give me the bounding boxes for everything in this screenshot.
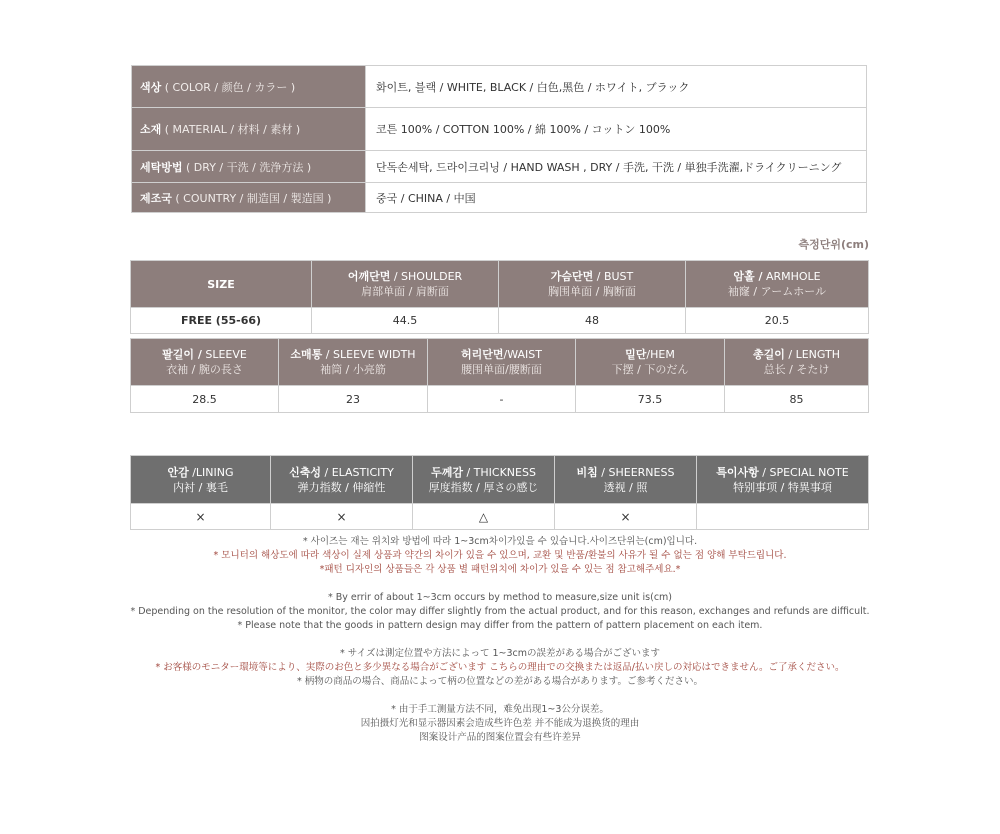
size-cell-label: FREE (55-66) <box>131 308 312 334</box>
header-line2: 袖筒 / 小亮筋 <box>320 363 386 376</box>
header-bold: 신축성 <box>289 465 321 479</box>
fabric-header-sheerness <box>555 456 697 504</box>
header-bold: SIZE <box>207 277 235 291</box>
header-rest: / LENGTH <box>784 348 841 361</box>
header-line2: 内衬 / 裏毛 <box>173 480 228 494</box>
header-bold: 가슴단면 <box>550 270 594 283</box>
header-line2: 透视 / 照 <box>603 480 648 494</box>
info-row-washing <box>132 151 867 183</box>
header-line2: 胸围单面 / 胸断面 <box>548 285 636 298</box>
header-rest: ARMHOLE <box>762 270 821 283</box>
notice-english-3: * Please note that the goods in pattern design may differ from the pattern of pattern placement on each item. <box>237 620 763 631</box>
info-header-rest: ( COLOR / 颜色 / カラー ) <box>164 80 296 94</box>
size-cell-waist: - <box>428 386 576 413</box>
header-rest: / SHOULDER <box>390 270 463 283</box>
header-line2: 弹力指数 / 伸縮性 <box>297 480 386 494</box>
notice-korean-3: *패턴 디자인의 상품들은 각 상품 별 패턴위치에 차이가 있을 수 있는 점 참고해주세요.* <box>319 564 681 575</box>
notice-chinese-1: * 由于手工测量方法不同，难免出现1~3公分误差。 <box>391 704 609 715</box>
fabric-header-elasticity <box>271 456 413 504</box>
info-header-rest: ( DRY / 干洗 / 洗浄方法 ) <box>186 160 312 174</box>
size-header-size <box>131 261 312 308</box>
fabric-cell-special-note <box>697 504 869 530</box>
fabric-header-special-note <box>697 456 869 504</box>
notice-section <box>0 535 1000 745</box>
notice-korean-2: * 모니터의 해상도에 따라 색상이 실제 상품과 약간의 차이가 있을 수 있으며, 교환 및 반품/환불의 사유가 될 수 없는 점 양해 부탁드립니다. <box>213 550 787 561</box>
header-rest: / SHEERNESS <box>597 465 675 479</box>
fabric-value-row <box>131 504 869 530</box>
header-bold: 밑단 <box>625 348 647 361</box>
size-cell-length: 85 <box>725 386 869 413</box>
header-bold: 비침 <box>576 465 598 479</box>
notice-chinese-3: 图案设计产品的图案位置会有些许差异 <box>419 732 581 743</box>
header-bold: 암홀 / <box>733 270 763 283</box>
size-header-row <box>131 261 869 308</box>
header-rest: SLEEVE <box>201 348 247 361</box>
header-bold: 두께감 <box>431 465 463 479</box>
notice-english-1: * By errir of about 1~3cm occurs by method to measure,size unit is(cm) <box>327 592 673 603</box>
info-header-bold: 색상 <box>140 80 162 94</box>
header-rest: /WAIST <box>503 348 542 361</box>
size-header-waist <box>428 339 576 386</box>
header-bold: 어깨단면 <box>347 270 391 283</box>
header-rest: /LINING <box>188 465 234 479</box>
fabric-header-row <box>131 456 869 504</box>
notice-chinese-2: 因拍摄灯光和显示器因素会造成些许色差 并不能成为退换货的理由 <box>360 718 640 729</box>
header-bold: 팔길이 / <box>162 348 202 361</box>
header-line2: 厚度指数 / 厚さの感じ <box>428 480 539 494</box>
size-table-top <box>130 260 869 334</box>
size-header-length <box>725 339 869 386</box>
notice-japanese-1: * サイズは測定位置や方法によって 1~3cmの誤差がある場合がございます <box>339 648 661 659</box>
header-rest: /HEM <box>646 348 675 361</box>
header-line2: 下摆 / 下のだん <box>611 363 689 376</box>
header-bold: 총길이 <box>752 348 785 361</box>
header-rest: / THICKNESS <box>462 465 536 479</box>
header-bold: 안감 <box>167 465 189 479</box>
header-bold: 특이사항 <box>716 465 759 479</box>
fabric-header-lining <box>131 456 271 504</box>
notice-japanese-2: * お客様のモニター環境等により、実際のお色と多少異なる場合がございます こちらの理由での交換または返品/払い戻しの対応はできません。ご了承ください。 <box>155 662 845 673</box>
header-rest: / BUST <box>593 270 634 283</box>
size-header-armhole <box>686 261 869 308</box>
info-header-country <box>132 183 366 213</box>
header-line2: 特别事项 / 特異事項 <box>733 480 832 494</box>
info-header-rest: ( MATERIAL / 材料 / 素材 ) <box>164 123 301 136</box>
size-cell-hem: 73.5 <box>576 386 725 413</box>
header-bold: 소매통 <box>290 348 323 361</box>
size-value-row <box>131 386 869 413</box>
fabric-cell-thickness: △ <box>413 504 555 530</box>
header-rest: / ELASTICITY <box>321 465 394 479</box>
fabric-cell-lining: × <box>131 504 271 530</box>
info-value-material: 코튼 100% / COTTON 100% / 綿 100% / コットン 100% <box>366 108 867 151</box>
info-row-material <box>132 108 867 151</box>
size-value-row <box>131 308 869 334</box>
header-rest: / SLEEVE WIDTH <box>322 348 416 361</box>
header-line2: 袖窿 / アームホール <box>727 285 827 298</box>
fabric-header-thickness <box>413 456 555 504</box>
info-value-country: 중국 / CHINA / 中国 <box>366 183 867 213</box>
info-row-color <box>132 66 867 108</box>
size-cell-shoulder: 44.5 <box>312 308 499 334</box>
fabric-cell-sheerness: × <box>555 504 697 530</box>
size-cell-armhole: 20.5 <box>686 308 869 334</box>
fabric-cell-elasticity: × <box>271 504 413 530</box>
info-value-washing: 단독손세탁, 드라이크리닝 / HAND WASH , DRY / 手洗, 干洗 / 単独手洗濯,ドライクリーニング <box>366 151 867 183</box>
header-bold: 허리단면 <box>461 348 504 361</box>
size-header-sleeve <box>131 339 279 386</box>
info-header-bold: 제조국 <box>140 191 172 205</box>
measurement-unit-label: 측정단위(cm) <box>798 238 869 251</box>
header-line2: 腰围单面/腰断面 <box>461 363 542 376</box>
size-header-hem <box>576 339 725 386</box>
header-line2: 总长 / そたけ <box>763 363 830 376</box>
size-header-shoulder <box>312 261 499 308</box>
fabric-table <box>130 455 869 530</box>
notice-english-2: * Depending on the resolution of the monitor, the color may differ slightly from the actual product, and for this reason, exchanges and refunds are difficult. <box>130 606 870 617</box>
header-rest: / SPECIAL NOTE <box>758 465 849 479</box>
info-header-washing <box>132 151 366 183</box>
size-cell-bust: 48 <box>499 308 686 334</box>
header-line2: 衣袖 / 腕の長さ <box>166 363 243 376</box>
info-header-bold: 세탁방법 <box>140 160 183 174</box>
header-line2: 肩部单面 / 肩断面 <box>361 285 449 298</box>
info-header-bold: 소재 <box>140 123 162 136</box>
size-cell-sleeve-width: 23 <box>279 386 428 413</box>
size-cell-sleeve: 28.5 <box>131 386 279 413</box>
info-row-country <box>132 183 867 213</box>
notice-korean-1: * 사이즈는 재는 위치와 방법에 따라 1~3cm차이가있을 수 있습니다.사이즈단위는(cm)입니다. <box>302 536 698 547</box>
size-table-bottom <box>130 338 869 413</box>
notice-japanese-3: * 柄物の商品の場合、商品によって柄の位置などの差がある場合があります。ご参考ください。 <box>296 676 703 687</box>
product-info-table <box>131 65 867 213</box>
size-header-row <box>131 339 869 386</box>
size-header-bust <box>499 261 686 308</box>
info-header-rest: ( COUNTRY / 制造国 / 製造国 ) <box>175 191 332 205</box>
info-header-material <box>132 108 366 151</box>
size-header-sleeve-width <box>279 339 428 386</box>
info-header-color <box>132 66 366 108</box>
info-value-color: 화이트, 블랙 / WHITE, BLACK / 白色,黑色 / ホワイト, ブラック <box>366 66 867 108</box>
